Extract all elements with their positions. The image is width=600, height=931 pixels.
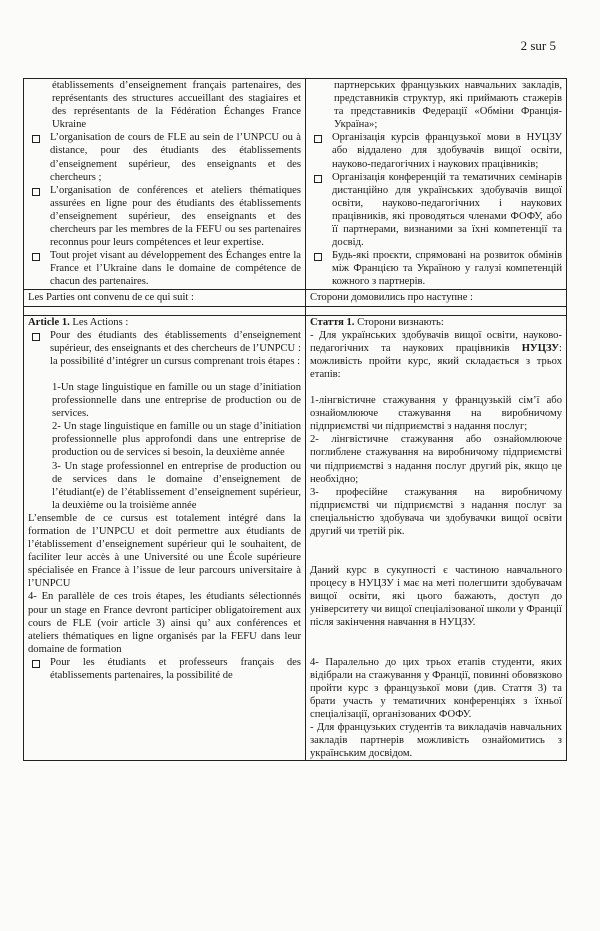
article-number: Стаття 1. [310,316,355,328]
spacer [310,381,562,394]
list-item-text: Будь-які проєкти, спрямовані на розвиток обмінів між Францією та Україною у галузі компетенцій кожного з партнерів. [332,250,562,288]
article-title: Les Actions : [69,316,129,328]
french-column-cell [24,289,306,306]
ukrainian-column-cell [306,306,567,315]
list-item [310,249,562,288]
bilingual-agreement-table [23,78,567,761]
page-number: 2 sur 5 [520,38,556,53]
table-row [24,306,567,315]
convention-text: Les Parties ont convenu de ce qui suit : [28,291,194,303]
paragraph: 4- En parallèle de ces trois étapes, les étudiants sélectionnés pour un stage en France devront participer obligatoirement aux cours de FLE (voir article 3) ainsi qu’ aux conférences et ateliers thématiques en ligne organisés par la FEFU dans leur domaine de formation [28,591,301,655]
list-item [28,184,301,249]
square-bullet-icon [32,660,40,668]
paragraph: L’ensemble de ce cursus est totalement intégré dans la formation de l’UNPCU et doit permettre aux étudiants de l’établissement d’enseignement supérieur qui le souhaitent, de faciliter leur accès à une Université ou une École supérieure spécialisée en France à l’issue de leur parcours universitaire à l’UNPCU [28,512,301,590]
table-row [24,79,567,290]
list-item-text: Pour les étudiants et professeurs français des établissements partenaires, la possibilité de [50,656,301,682]
list-item-text: Pour des étudiants des établissements d’enseignement supérieur, des enseignants et des chercheurs de l’UNPCU : la possibilité d’intégrer un cursus comprenant trois étapes : [50,329,301,367]
square-bullet-icon [314,135,322,143]
list-item-text: L’organisation de conférences et ateliers thématiques assurées en ligne pour des étudiants des établissements d’enseignement supérieur, des enseignants et des chercheurs par les membres de la FEFU ou ses partenaires reconnus pour leurs compétences et leur expertise. [50,184,301,249]
article-heading [28,316,301,329]
paragraph-part: - Для українських здобувачів вищої освіти, науково-педагогічних та наукових працівників [310,329,562,354]
list-item-text: Організація конференцій та тематичних семінарів дистанційно для українських здобувачів вищої освіти, науково-педагогічних і наукових працівників, які проводяться членами ФОФУ, або її партнерами, визнаними за їхні компетенції та досвід. [332,171,562,249]
square-bullet-icon [32,188,40,196]
paragraph: 2- лінгвістичне стажування або ознайомлююче поглиблене стажування на виробничому підприємстві чи підприємстві з надання послуг другий рік, якщо це необхідно; [310,434,562,485]
paragraph: 2- Un stage linguistique en famille ou un stage d’initiation professionnelle plus approfondi dans une entreprise de production ou de services si besoin, la deuxième année [52,421,301,459]
square-bullet-icon [32,253,40,261]
paragraph: 1-Un stage linguistique en famille ou un stage d’initiation professionnelle dans une entreprise de production ou de services. [52,381,301,420]
ukrainian-column-cell [306,289,567,306]
square-bullet-icon [314,175,322,183]
paragraph [310,329,562,381]
french-column-cell [24,315,306,761]
table-row [24,289,567,306]
convention-text: Сторони домовились про наступне : [310,291,473,303]
paragraph: 1-лінгвістичне стажування у французькій сім’ї або ознайомлююче стажування на виробничому підприємстві чи підприємстві з надання послуг; [310,395,562,433]
square-bullet-icon [32,135,40,143]
ukrainian-column-cell [306,79,567,290]
article-title: Сторони визнають: [354,316,444,328]
list-item [28,249,301,288]
paragraph: партнерських французьких навчальних закладів, представників структур, які приймають стажерів та представників Федерації «Обміни Франція-Україна»; [334,80,562,131]
list-item [310,171,562,250]
ukrainian-column-cell [306,315,567,761]
paragraph: 3- Un stage professionnel en entreprise de production ou de services dans le domaine d’enseignement de l’étudiant(e) de l’établissement d’enseignement supérieur, la deuxième ou la troisième année [52,460,301,511]
square-bullet-icon [314,253,322,261]
paragraph: - Для французьких студентів та викладачів навчальних закладів партнерів можливість ознайомитись з українським досвідом. [310,722,562,760]
paragraph: établissements d’enseignement français partenaires, des représentants des structures accueillant des stagiaires et des représentants de la Fédération Échanges France Ukraine [52,80,301,131]
article-number: Article 1. [28,316,70,328]
paragraph: 4- Паралельно до цих трьох етапів студенти, яких відібрали на стажування у Франції, повинні обовязково пройти курс з французької мови (див. Стаття 3) та брати участь у тематичних конференціях з їхньої спеціалізації, організованих ФОФУ. [310,656,562,720]
spacer [28,368,301,381]
paragraph: Даний курс в сукупності є частиною навчального процесу в НУЦЗУ і має на меті полегшити здобувачам вищої освіти, які цього бажають, доступ до університету чи вищої спеціалізованої школи у Франції після закінчення навчання в НУЦЗУ. [310,565,562,629]
paragraph: 3- професійне стажування на виробничому підприємстві чи підприємстві з надання послуг за спеціальністю здобувача чи здобувачки вищої освіти другий чи третій рік. [310,486,562,537]
list-item-text: Організація курсів французької мови в НУЦЗУ або віддалено для здобувачів вищої освіти, науково-педагогічних і наукових працівників; [332,132,562,170]
list-item [28,131,301,183]
list-item-text: Tout projet visant au développement des Échanges entre la France et l’Ukraine dans le domaine de compétence de chacun des partenaires. [50,250,301,288]
university-abbrev: НУЦЗУ [521,342,560,354]
list-item [310,131,562,170]
french-column-cell [24,79,306,290]
list-item [28,656,301,682]
paragraph-part: : можливість пройти курс, який складається з трьох етапів: [310,342,562,380]
spacer [310,630,562,656]
spacer [310,538,562,564]
table-row [24,315,567,761]
article-heading [310,316,562,329]
french-column-cell [24,306,306,315]
list-item [28,329,301,368]
list-item-text: L’organisation de cours de FLE au sein de l’UNPCU ou à distance, pour des étudiants des établissements d’enseignement supérieur, des enseignants et des chercheurs ; [50,132,301,183]
square-bullet-icon [32,333,40,341]
